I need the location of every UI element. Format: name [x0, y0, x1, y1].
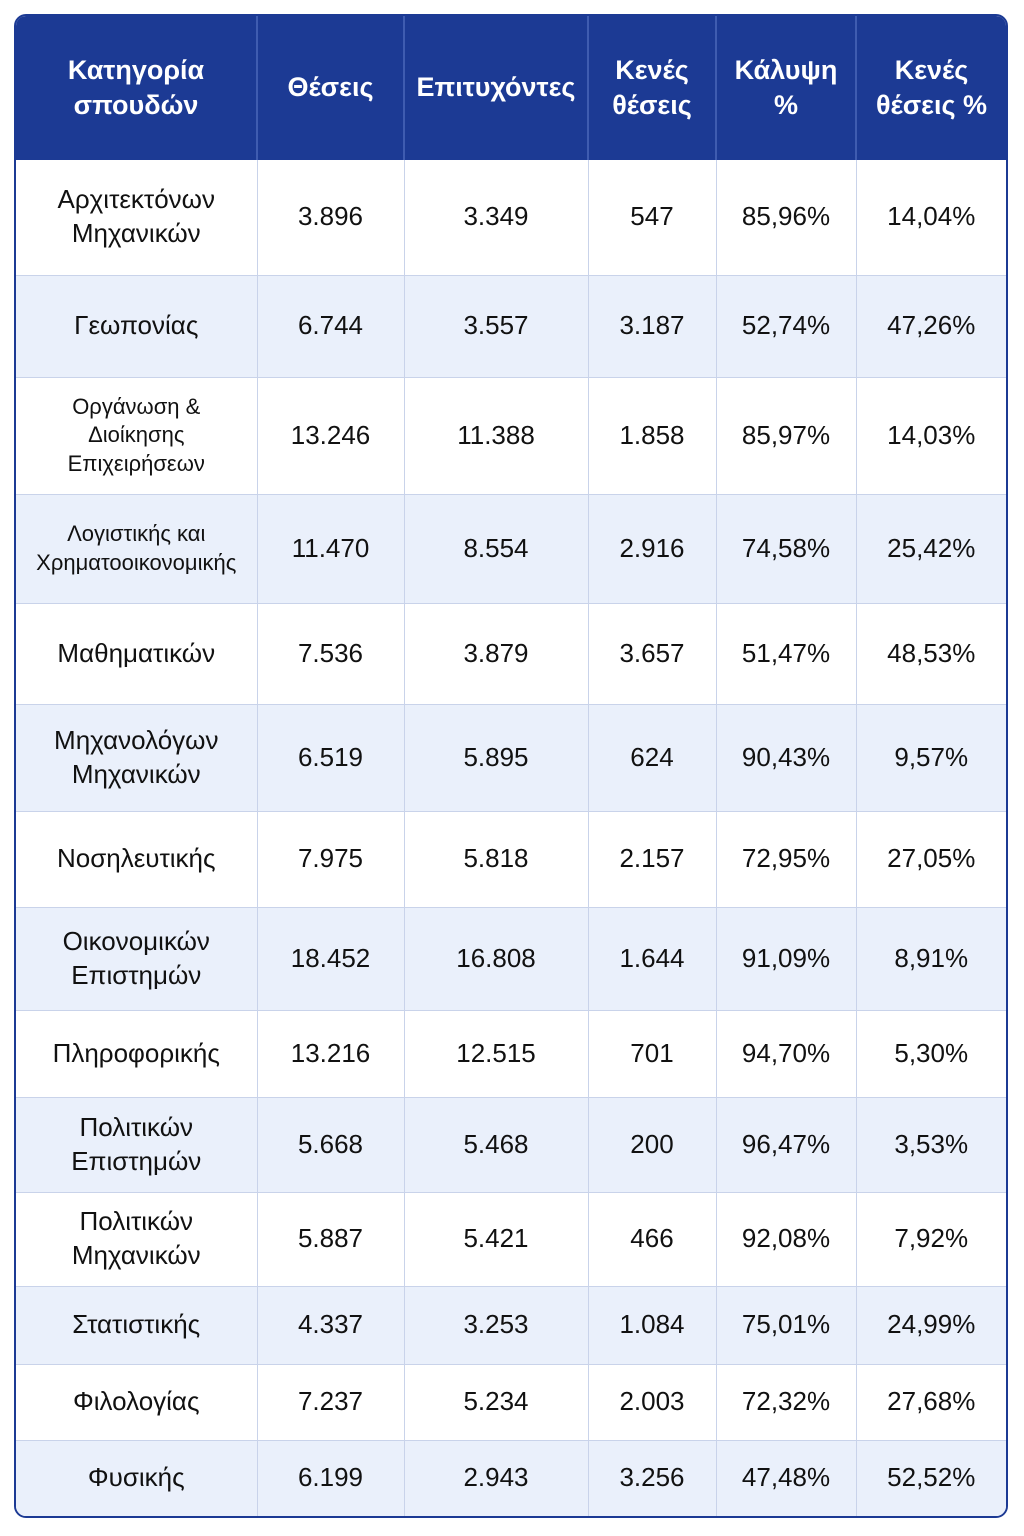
coverage-cell: 72,32% — [716, 1364, 856, 1440]
successful-cell: 3.349 — [404, 160, 588, 275]
table-row — [16, 160, 1006, 275]
coverage-cell: 85,97% — [716, 377, 856, 494]
seats-cell: 5.668 — [257, 1097, 404, 1192]
coverage-cell: 47,48% — [716, 1440, 856, 1516]
successful-cell: 3.557 — [404, 275, 588, 377]
vacant-percent-cell: 7,92% — [856, 1192, 1006, 1286]
table-row — [16, 1192, 1006, 1286]
vacant-cell: 624 — [588, 704, 716, 811]
header-vacant-percent: Κενές θέσεις % — [875, 54, 988, 120]
header-successful: Επιτυχόντες — [404, 16, 588, 160]
vacant-cell: 2.916 — [588, 494, 716, 603]
table-row — [16, 603, 1006, 704]
coverage-cell: 94,70% — [716, 1010, 856, 1097]
vacant-cell: 2.157 — [588, 811, 716, 907]
seats-cell: 6.744 — [257, 275, 404, 377]
category-cell: Φυσικής — [16, 1440, 257, 1516]
seats-cell: 6.519 — [257, 704, 404, 811]
category-cell: Πολιτικών Επιστημών — [16, 1097, 257, 1192]
table-row — [16, 377, 1006, 494]
successful-cell: 11.388 — [404, 377, 588, 494]
seats-cell: 3.896 — [257, 160, 404, 275]
seats-cell: 6.199 — [257, 1440, 404, 1516]
vacant-cell: 1.858 — [588, 377, 716, 494]
header-coverage-percent: Κάλυψη % — [716, 16, 856, 160]
coverage-cell: 75,01% — [716, 1286, 856, 1364]
header-category: Κατηγορία σπουδών — [16, 16, 257, 160]
vacant-cell: 2.003 — [588, 1364, 716, 1440]
vacant-percent-cell: 27,05% — [856, 811, 1006, 907]
successful-cell: 5.234 — [404, 1364, 588, 1440]
coverage-cell: 90,43% — [716, 704, 856, 811]
successful-cell: 16.808 — [404, 907, 588, 1010]
vacant-cell: 1.084 — [588, 1286, 716, 1364]
successful-cell: 12.515 — [404, 1010, 588, 1097]
vacant-percent-cell: 14,03% — [856, 377, 1006, 494]
seats-cell: 11.470 — [257, 494, 404, 603]
header-vacant-seats: Κενές θέσεις — [588, 16, 716, 160]
successful-cell: 2.943 — [404, 1440, 588, 1516]
data-table-frame — [14, 14, 1008, 1518]
category-cell: Αρχιτεκτόνων Μηχανικών — [16, 160, 257, 275]
coverage-cell: 74,58% — [716, 494, 856, 603]
table-row — [16, 1364, 1006, 1440]
coverage-cell: 92,08% — [716, 1192, 856, 1286]
vacant-percent-cell: 52,52% — [887, 1462, 976, 1493]
successful-cell: 3.253 — [404, 1286, 588, 1364]
category-cell: Λογιστικής και Χρηματοοικονομικής — [16, 494, 257, 603]
vacant-cell: 3.256 — [588, 1440, 716, 1516]
category-cell: Οικονομικών Επιστημών — [16, 907, 257, 1010]
category-cell: Στατιστικής — [16, 1286, 257, 1364]
vacant-percent-cell: 24,99% — [856, 1286, 1006, 1364]
vacant-percent-cell: 48,53% — [856, 603, 1006, 704]
successful-cell: 8.554 — [404, 494, 588, 603]
vacant-percent-cell: 5,30% — [856, 1010, 1006, 1097]
seats-cell: 18.452 — [257, 907, 404, 1010]
table-row — [16, 275, 1006, 377]
vacant-cell: 1.644 — [588, 907, 716, 1010]
table-row — [16, 704, 1006, 811]
seats-cell: 13.216 — [257, 1010, 404, 1097]
category-cell: Μηχανολόγων Μηχανικών — [16, 704, 257, 811]
successful-cell: 5.468 — [404, 1097, 588, 1192]
category-cell: Πληροφορικής — [16, 1010, 257, 1097]
vacant-percent-cell: 27,68% — [856, 1364, 1006, 1440]
vacant-cell: 200 — [588, 1097, 716, 1192]
category-cell: Φιλολογίας — [16, 1364, 257, 1440]
vacant-cell: 701 — [588, 1010, 716, 1097]
category-cell: Γεωπονίας — [16, 275, 257, 377]
table-row — [16, 907, 1006, 1010]
table-row — [16, 811, 1006, 907]
coverage-cell: 72,95% — [716, 811, 856, 907]
coverage-cell: 91,09% — [716, 907, 856, 1010]
table-row — [16, 1286, 1006, 1364]
category-cell: Μαθηματικών — [16, 603, 257, 704]
vacant-percent-cell: 14,04% — [856, 160, 1006, 275]
category-cell: Νοσηλευτικής — [16, 811, 257, 907]
vacant-percent-cell: 3,53% — [856, 1097, 1006, 1192]
category-cell: Πολιτικών Μηχανικών — [16, 1192, 257, 1286]
vacant-cell: 3.657 — [588, 603, 716, 704]
vacant-cell: 3.187 — [588, 275, 716, 377]
seats-cell: 7.536 — [257, 603, 404, 704]
header-seats: Θέσεις — [257, 16, 404, 160]
vacant-percent-cell: 8,91% — [856, 907, 1006, 1010]
vacant-cell: 547 — [588, 160, 716, 275]
seats-cell: 5.887 — [257, 1192, 404, 1286]
admissions-table — [16, 16, 1006, 1516]
seats-cell: 13.246 — [257, 377, 404, 494]
successful-cell: 5.818 — [404, 811, 588, 907]
coverage-cell: 52,74% — [716, 275, 856, 377]
table-header-row — [16, 16, 1006, 160]
table-row — [16, 494, 1006, 603]
seats-cell: 7.237 — [257, 1364, 404, 1440]
successful-cell: 5.895 — [404, 704, 588, 811]
successful-cell: 3.879 — [404, 603, 588, 704]
table-row — [16, 1440, 1006, 1516]
vacant-percent-cell: 9,57% — [856, 704, 1006, 811]
vacant-cell: 466 — [588, 1192, 716, 1286]
seats-cell: 4.337 — [257, 1286, 404, 1364]
vacant-percent-cell: 47,26% — [856, 275, 1006, 377]
table-row — [16, 1010, 1006, 1097]
vacant-percent-cell: 25,42% — [856, 494, 1006, 603]
coverage-cell: 85,96% — [716, 160, 856, 275]
successful-cell: 5.421 — [404, 1192, 588, 1286]
table-row — [16, 1097, 1006, 1192]
seats-cell: 7.975 — [257, 811, 404, 907]
coverage-cell: 51,47% — [716, 603, 856, 704]
category-cell: Οργάνωση & Διοίκησης Επιχειρήσεων — [16, 377, 257, 494]
coverage-cell: 96,47% — [716, 1097, 856, 1192]
